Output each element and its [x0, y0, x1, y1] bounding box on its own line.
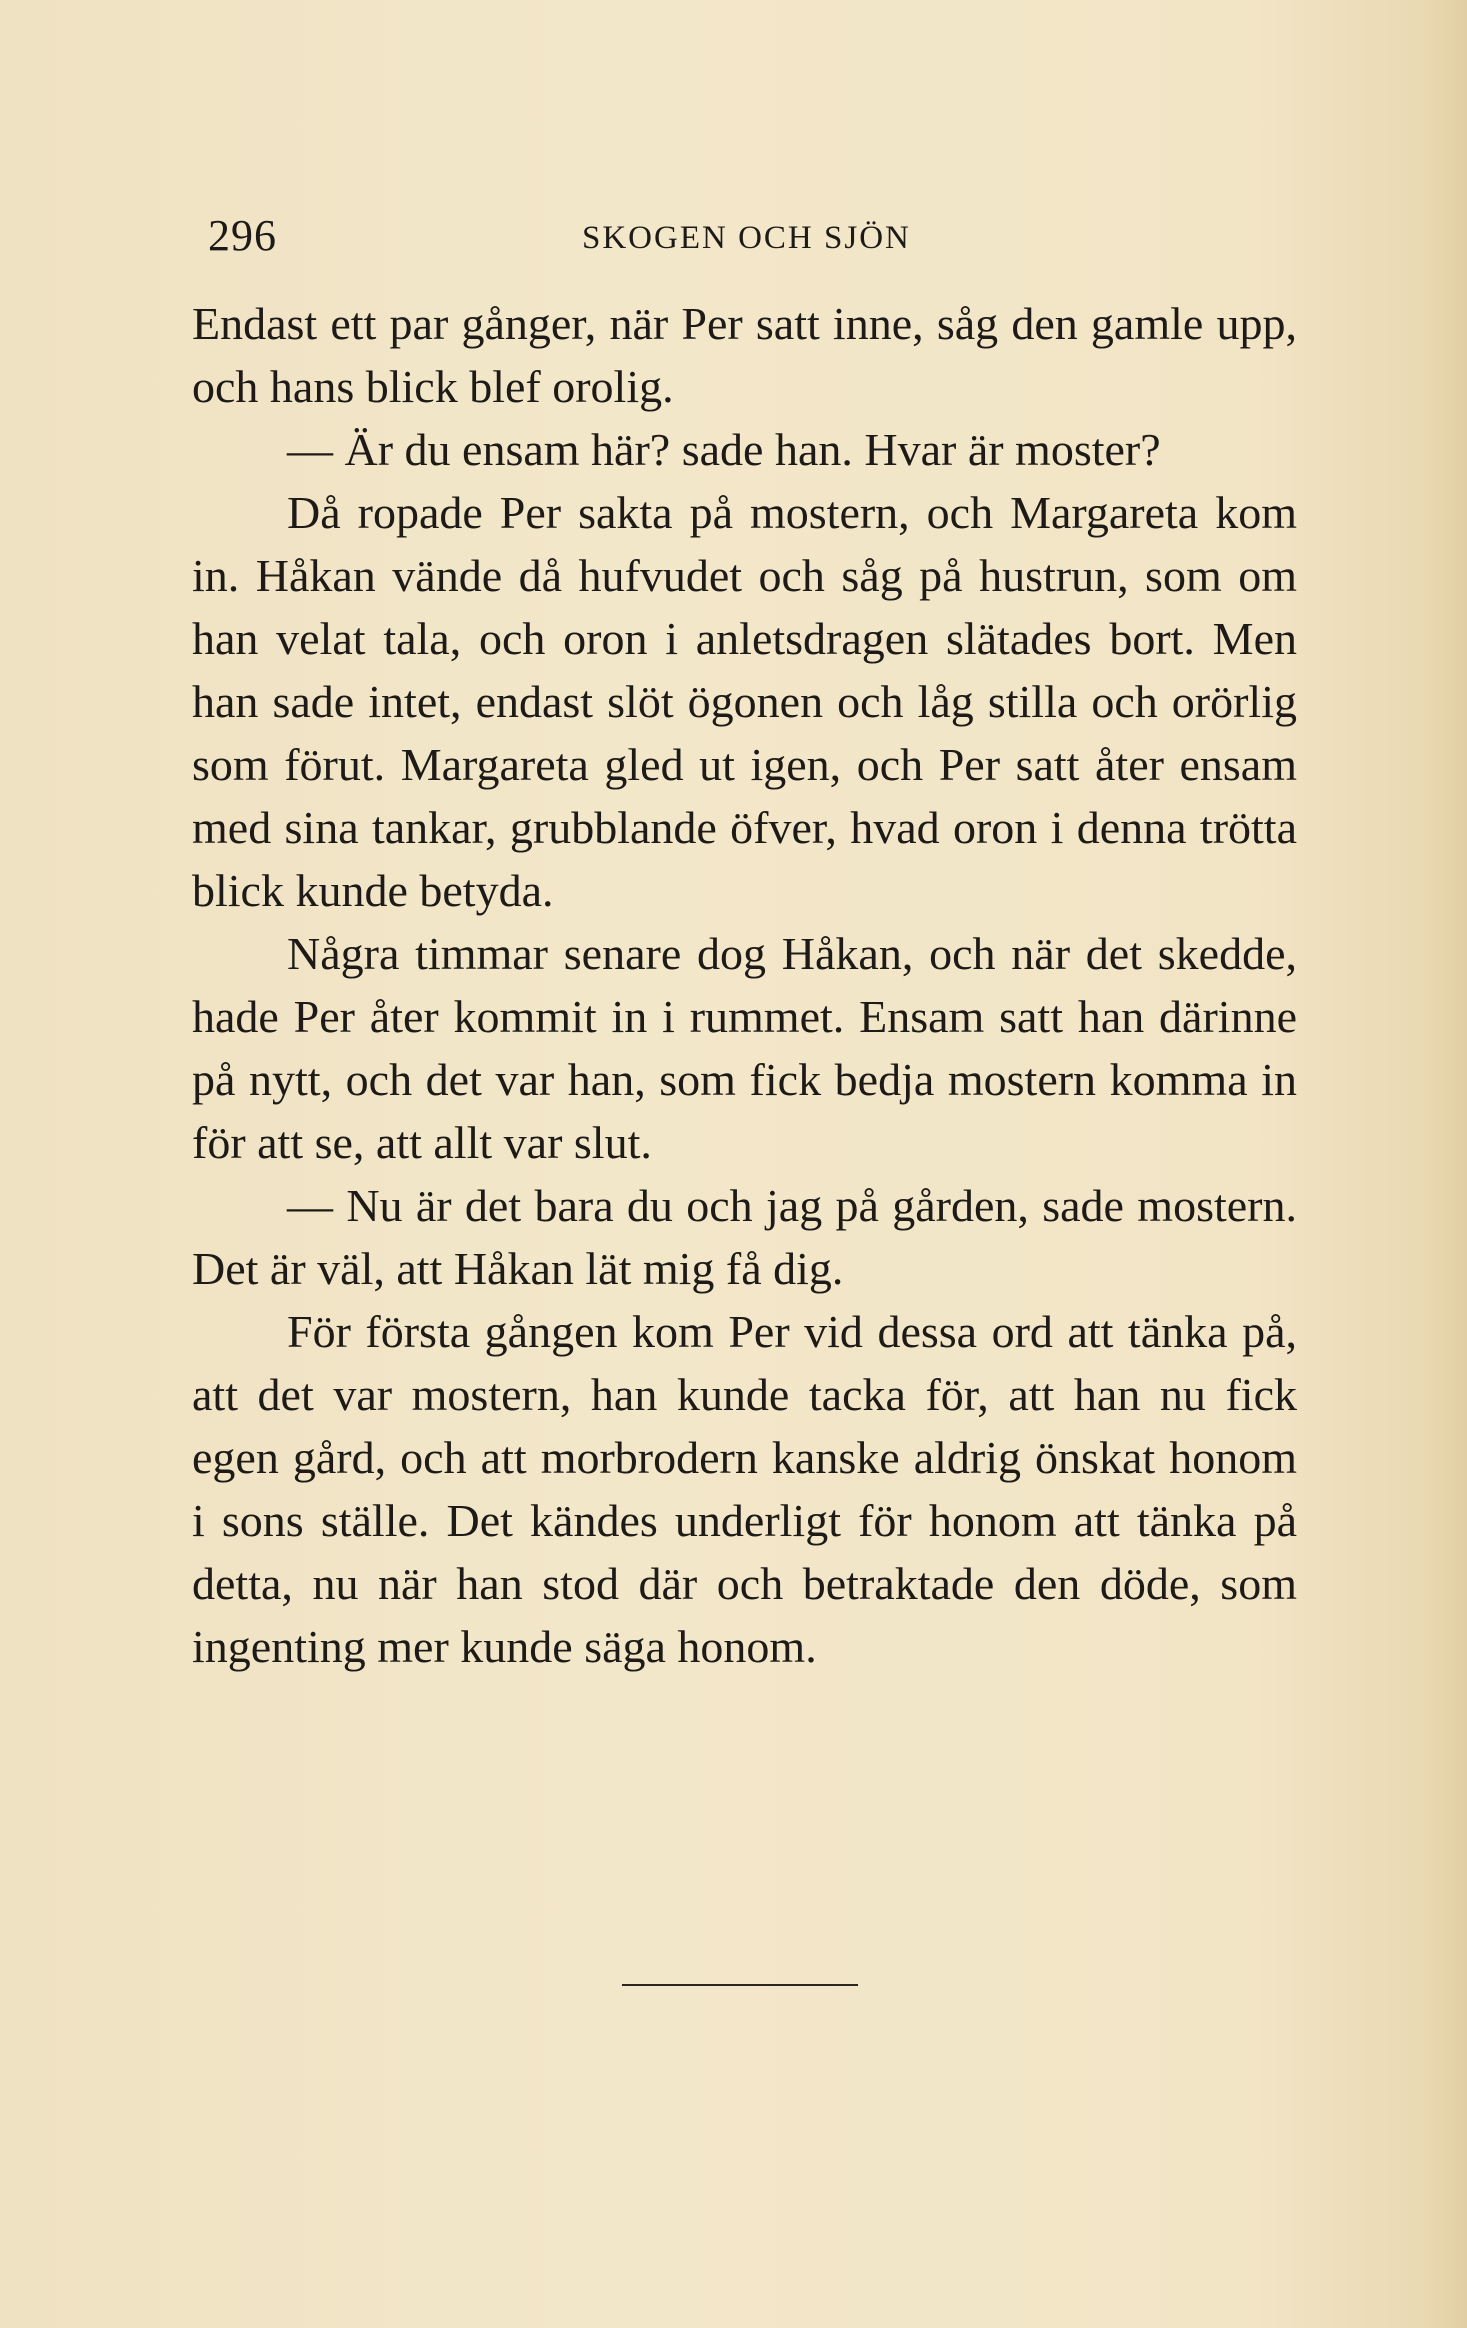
paragraph: — Nu är det bara du och jag på gården, sade mostern. Det är väl, att Håkan lät mig få dig. — [192, 1180, 1297, 1294]
paragraph: För första gången kom Per vid dessa ord att tänka på, att det var mostern, han kunde tacka för, att han nu fick egen gård, och att morbrodern kanske aldrig önskat honom i sons ställe. Det kändes underligt för honom att tänka på detta, nu när han stod där och betraktade den döde, som ingenting mer kunde säga honom. — [192, 1306, 1297, 1672]
paragraph: — Är du ensam här? sade han. Hvar är moster? — [287, 424, 1161, 475]
paragraph: Några timmar senare dog Håkan, och när det skedde, hade Per åter kommit in i rummet. Ensam satt han därinne på nytt, och det var han, som fick bedja mostern komma in för att se, att allt var slut. — [192, 928, 1297, 1168]
section-end-rule — [622, 1984, 858, 1986]
page-header — [200, 210, 1300, 260]
paragraph: Då ropade Per sakta på mostern, och Margareta kom in. Håkan vände då hufvudet och såg på hustrun, som om han velat tala, och oron i anletsdragen slätades bort. Men han sade intet, endast slöt ögonen och låg stilla och orörlig som förut. Margareta gled ut igen, och Per satt åter ensam med sina tankar, grubblande öfver, hvad oron i denna trötta blick kunde betyda. — [192, 487, 1297, 916]
running-title: SKOGEN OCH SJÖN — [582, 220, 911, 256]
page-number: 296 — [208, 211, 277, 260]
body-text — [192, 292, 1297, 1678]
paragraph: Endast ett par gånger, när Per satt inne, såg den gamle upp, och hans blick blef orolig. — [192, 298, 1297, 412]
